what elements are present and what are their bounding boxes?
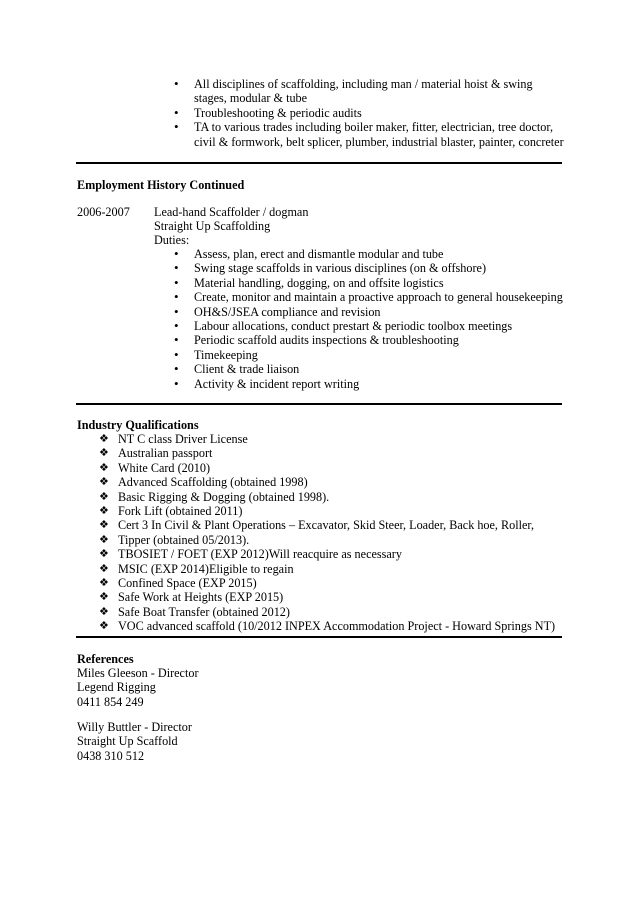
list-item: • All disciplines of scaffolding, including man / material hoist & swing stages, modular & tube: [174, 77, 564, 106]
diamond-bullet-icon: ❖: [99, 576, 109, 590]
list-item: • Activity & incident report writing: [174, 377, 564, 391]
list-item: • Client & trade liaison: [174, 362, 564, 376]
reference-company: Straight Up Scaffold: [77, 734, 178, 749]
list-item: • Assess, plan, erect and dismantle modular and tube: [174, 247, 564, 261]
diamond-bullet-icon: ❖: [99, 561, 109, 575]
employment-role: Lead-hand Scaffolder / dogman: [154, 205, 309, 219]
divider: [76, 636, 562, 638]
list-item: ❖ Australian passport: [99, 446, 213, 461]
diamond-bullet-icon: ❖: [99, 446, 109, 460]
diamond-bullet-icon: ❖: [99, 475, 109, 489]
employment-duties-label: Duties:: [154, 233, 190, 247]
diamond-bullet-icon: ❖: [99, 432, 109, 445]
top-skills-list: [174, 77, 564, 149]
divider: [76, 162, 562, 164]
diamond-bullet-icon: ❖: [99, 547, 109, 561]
list-item: • Timekeeping: [174, 348, 564, 362]
list-item: ❖ Safe Boat Transfer (obtained 2012): [99, 604, 290, 619]
section-heading-employment: Employment History Continued: [77, 178, 245, 192]
list-item: • Material handling, dogging, on and offsite logistics: [174, 276, 564, 290]
list-item: ❖ VOC advanced scaffold (10/2012 INPEX Accommodation Project - Howard Springs NT): [99, 619, 556, 634]
list-item: ❖ Basic Rigging & Dogging (obtained 1998).: [99, 489, 330, 504]
list-item: ❖ NT C class Driver License: [99, 432, 248, 446]
diamond-bullet-icon: ❖: [99, 619, 109, 633]
list-item: ❖ Tipper (obtained 05/2013).: [99, 532, 250, 547]
list-item: • Create, monitor and maintain a proactive approach to general housekeeping: [174, 290, 564, 304]
list-item: • OH&S/JSEA compliance and revision: [174, 305, 564, 319]
list-item: • Swing stage scaffolds in various disciplines (on & offshore): [174, 261, 564, 275]
employment-period: 2006-2007: [77, 205, 130, 219]
diamond-bullet-icon: ❖: [99, 504, 109, 518]
diamond-bullet-icon: ❖: [99, 518, 109, 532]
section-heading-qualifications: Industry Qualifications: [77, 418, 199, 432]
list-item: ❖ Confined Space (EXP 2015): [99, 576, 257, 591]
list-item: ❖ MSIC (EXP 2014)Eligible to regain: [99, 561, 294, 576]
reference-entry: [77, 666, 199, 709]
employment-company: Straight Up Scaffolding: [154, 219, 271, 233]
section-heading-references: References: [77, 652, 134, 666]
reference-phone: 0411 854 249: [77, 694, 144, 709]
reference-phone: 0438 310 512: [77, 748, 145, 763]
list-item: • TA to various trades including boiler maker, fitter, electrician, tree doctor, civil & formwork, belt splicer, plumber, industrial blaster, painter, concreter: [174, 120, 564, 149]
list-item: • Troubleshooting & periodic audits: [174, 106, 564, 120]
qualifications-list: [99, 432, 569, 634]
duties-list: [174, 247, 564, 391]
reference-company: Legend Rigging: [77, 680, 156, 695]
diamond-bullet-icon: ❖: [99, 590, 109, 604]
list-item: ❖ Fork Lift (obtained 2011): [99, 504, 243, 519]
diamond-bullet-icon: ❖: [99, 460, 109, 474]
reference-entry: [77, 720, 192, 763]
list-item: ❖ Advanced Scaffolding (obtained 1998): [99, 475, 308, 490]
list-item: ❖ White Card (2010): [99, 460, 211, 475]
diamond-bullet-icon: ❖: [99, 532, 109, 546]
list-item: ❖ Cert 3 In Civil & Plant Operations – Excavator, Skid Steer, Loader, Back hoe, Roller,: [99, 518, 535, 533]
list-item: • Labour allocations, conduct prestart & periodic toolbox meetings: [174, 319, 564, 333]
reference-name: Willy Buttler - Director: [77, 720, 192, 734]
diamond-bullet-icon: ❖: [99, 604, 109, 618]
diamond-bullet-icon: ❖: [99, 489, 109, 503]
list-item: ❖ Safe Work at Heights (EXP 2015): [99, 590, 284, 605]
divider: [76, 403, 562, 405]
list-item: ❖ TBOSIET / FOET (EXP 2012)Will reacquire as necessary: [99, 547, 402, 562]
list-item: • Periodic scaffold audits inspections & troubleshooting: [174, 333, 564, 347]
reference-name: Miles Gleeson - Director: [77, 666, 199, 680]
